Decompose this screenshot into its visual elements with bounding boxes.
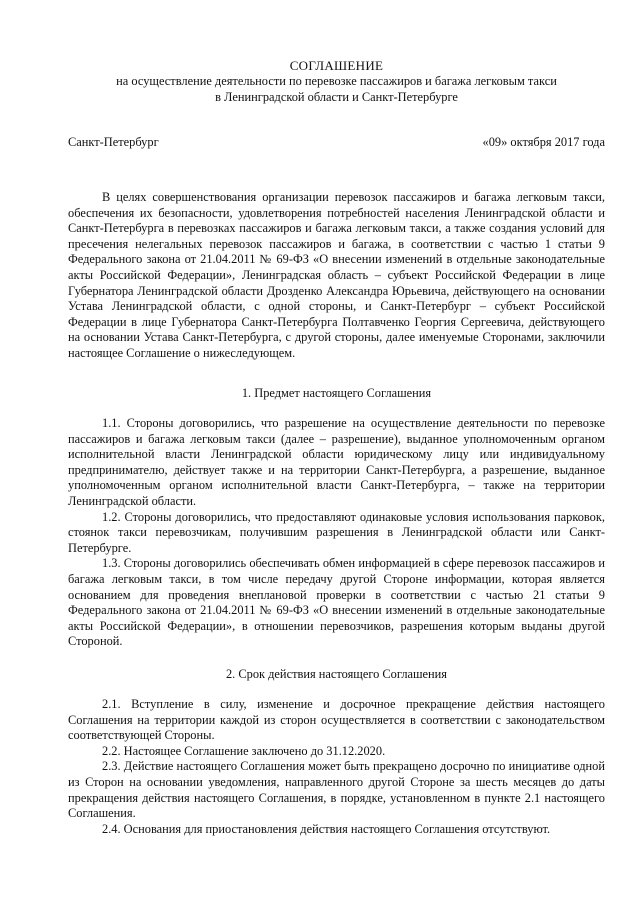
document-subtitle-line1: на осуществление деятельности по перевозке пассажиров и багажа легковым такси bbox=[116, 74, 557, 88]
document-title: СОГЛАШЕНИЕ bbox=[289, 58, 384, 73]
document-header bbox=[68, 58, 605, 105]
clause-2-1: 2.1. Вступление в силу, изменение и досрочное прекращение действия настоящего Соглашения на территории каждой из сторон осуществляется в соответствии с законодательством соответствующей Стороны. bbox=[68, 697, 605, 743]
section-1-title: 1. Предмет настоящего Соглашения bbox=[241, 386, 432, 400]
preamble-paragraph: В целях совершенствования организации перевозок пассажиров и багажа легковым такси, обеспечения их безопасности, удовлетворения потребностей населения Ленинградской области и Санкт-Петербурга в перевозках пассажиров и багажа легковым такси, а также создания условий для пресечения нелегальных перевозок пассажиров и багажа, в соответствии с частью 1 статьи 9 Федерального закона от 21.04.2011 № 69-ФЗ «О внесении изменений в отдельные законодательные акты Российской Федерации», Ленинградская область – субъект Российской Федерации в лице Губернатора Ленинградской области Дрозденко Александра Юрьевича, действующего на основании Устава Ленинградской области, с одной стороны, и Санкт-Петербург – субъект Российской Федерации в лице Губернатора Санкт-Петербурга Полтавченко Георгия Сергеевича, действующего на основании Устава Санкт-Петербурга, с другой стороны, далее именуемые Сторонами, заключили настоящее Соглашение о нижеследующем. bbox=[68, 190, 605, 360]
place-date-row bbox=[68, 135, 605, 151]
section-2-title: 2. Срок действия настоящего Соглашения bbox=[225, 667, 448, 681]
section-2-body bbox=[68, 697, 605, 837]
clause-2-3: 2.3. Действие настоящего Соглашения может быть прекращено досрочно по инициативе одной из Сторон на основании уведомления, направленного другой Стороне за шесть месяцев до даты прекращения действия настоящего Соглашения, в порядке, установленном в пункте 2.1 настоящего Соглашения. bbox=[68, 759, 605, 821]
clause-2-4: 2.4. Основания для приостановления действия настоящего Соглашения отсутствуют. bbox=[102, 821, 551, 836]
clause-1-1: 1.1. Стороны договорились, что разрешение на осуществление деятельности по перевозке пассажиров и багажа легковым такси (далее – разрешение), выданное уполномоченным органом исполнительной власти Ленинградской области юридическому лицу или индивидуальному предпринимателю, действует также и на территории Санкт-Петербурга, а разрешение, выданное уполномоченным органом исполнительной власти Санкт-Петербурга, – также на территории Ленинградской области. bbox=[68, 416, 605, 508]
clause-1-2: 1.2. Стороны договорились, что предоставляют одинаковые условия использования парковок, стоянок такси перевозчикам, получившим разрешения в Ленинградской области или Санкт-Петербурге. bbox=[68, 509, 605, 555]
preamble bbox=[68, 190, 605, 362]
signing-place: Санкт-Петербург bbox=[68, 135, 159, 149]
clause-1-3: 1.3. Стороны договорились обеспечивать обмен информацией в сфере перевозок пассажиров и багажа легковым такси, в том числе передачу другой Стороне информации, которая является основанием для проведения внеплановой проверки в соответствии с частью 21 статьи 9 Федерального закона от 21.04.2011 № 69-ФЗ «О внесении изменений в отдельные законодательные акты Российской Федерации», в отношении перевозчиков, разрешения которым выданы другой Стороной. bbox=[68, 556, 605, 649]
clause-2-2: 2.2. Настоящее Соглашение заключено до 31.12.2020. bbox=[102, 743, 386, 758]
section-1-body bbox=[68, 416, 605, 650]
signing-date: «09» октября 2017 года bbox=[482, 135, 605, 149]
document-subtitle-line2: в Ленинградской области и Санкт-Петербурге bbox=[215, 89, 458, 104]
